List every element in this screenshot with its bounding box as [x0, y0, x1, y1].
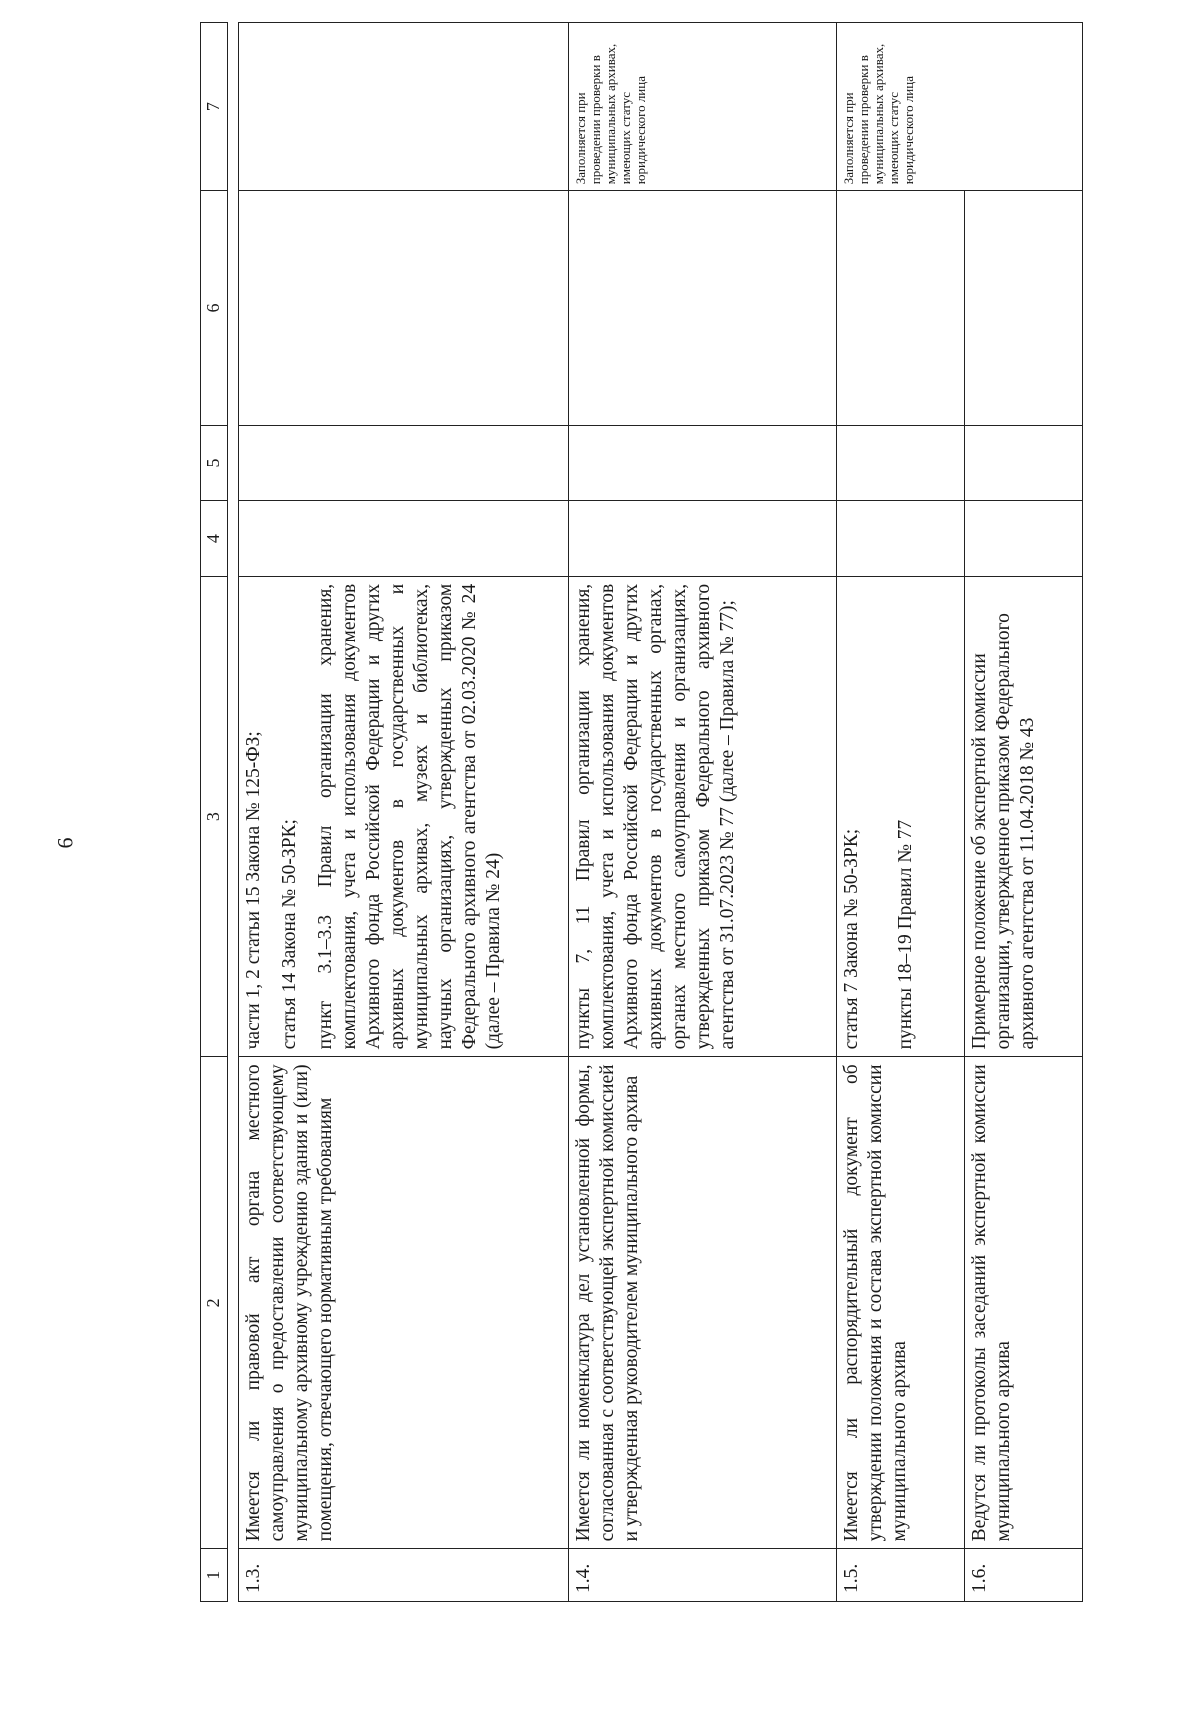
row-number: 1.5.	[837, 1549, 965, 1602]
question-text: Ведутся ли протоколы заседаний экспертной комиссии муниципального архива	[965, 1057, 1083, 1549]
header-cell-2: 2	[201, 1057, 228, 1549]
row-number: 1.4.	[569, 1549, 837, 1602]
row-number: 1.6.	[965, 1549, 1083, 1602]
question-text: Имеется ли правовой акт органа местного самоуправления о предоставлении соответствующему муниципальному архивному учреждению здания и (или) помещения, отвечающего нормативным требованиям	[239, 1057, 569, 1549]
answer-cell-yes[interactable]	[837, 501, 965, 577]
legal-references	[965, 576, 1083, 1057]
reference-item: статья 7 Закона № 50-ЗРК;	[841, 828, 862, 1050]
answer-cell-no[interactable]	[239, 425, 569, 501]
header-cell-4: 4	[201, 501, 228, 577]
answer-cell-no[interactable]	[965, 425, 1083, 501]
checklist-table	[200, 22, 1083, 1602]
reference-item: пункты 18–19 Правил № 77	[895, 819, 916, 1050]
spacer-row	[228, 23, 239, 1602]
table-row	[965, 23, 1083, 1602]
reference-item: статья 14 Закона № 50-ЗРК;	[279, 819, 300, 1050]
rotated-sheet	[100, 12, 1200, 1593]
reference-item: Примерное положение об экспертной комиссии организации, утвержденное приказом Федерального архивного агентства от 11.04.2018 № 43	[969, 613, 1038, 1050]
checklist-table-wrapper	[200, 22, 1200, 1602]
header-cell-7: 7	[201, 23, 228, 191]
answer-cell-na[interactable]	[569, 191, 837, 426]
question-text: Имеется ли номенклатура дел установленной формы, согласованная с соответствующей экспертной комиссией и утвержденная руководителем муниципального архива	[569, 1057, 837, 1549]
answer-cell-na[interactable]	[965, 191, 1083, 426]
table-row	[837, 23, 965, 1602]
answer-cell-no[interactable]	[569, 425, 837, 501]
note-cell: Заполняется при проведении проверки в муниципальных архивах, имеющих статус юридического лица	[837, 23, 1083, 191]
row-number: 1.3.	[239, 1549, 569, 1602]
table-header	[201, 23, 228, 1602]
header-cell-6: 6	[201, 191, 228, 426]
page-number: 6	[52, 837, 78, 849]
legal-references	[837, 576, 965, 1057]
legal-references	[569, 576, 837, 1057]
legal-references	[239, 576, 569, 1057]
answer-cell-na[interactable]	[837, 191, 965, 426]
note-cell	[239, 23, 569, 191]
answer-cell-no[interactable]	[837, 425, 965, 501]
question-text: Имеется ли распорядительный документ об утверждении положения и состава экспертной комиссии муниципального архива	[837, 1057, 965, 1549]
answer-cell-na[interactable]	[239, 191, 569, 426]
reference-item: пункт 3.1–3.3 Правил организации хранения, комплектования, учета и использования документов Архивного фонда Российской Федерации и других архивных документов в государственных и муниципальных архивах, музеях и библиотеках, научных организациях, утвержденных приказом Федерального архивного агентства от 02.03.2020 № 24 (далее – Правила № 24)	[315, 583, 504, 1050]
reference-item: части 1, 2 статьи 15 Закона № 125-ФЗ;	[243, 731, 264, 1050]
header-cell-1: 1	[201, 1549, 228, 1602]
table-row	[569, 23, 837, 1602]
answer-cell-yes[interactable]	[239, 501, 569, 577]
header-cell-5: 5	[201, 425, 228, 501]
answer-cell-yes[interactable]	[569, 501, 837, 577]
note-cell: Заполняется при проведении проверки в муниципальных архивах, имеющих статус юридического лица	[569, 23, 837, 191]
header-cell-3: 3	[201, 576, 228, 1057]
answer-cell-yes[interactable]	[965, 501, 1083, 577]
reference-item: пункты 7, 11 Правил организации хранения, комплектования, учета и использования документов Архивного фонда Российской Федерации и других архивных документов в государственных органах, органах местного самоуправления и организациях, утвержденных приказом Федерального архивного агентства от 31.07.2023 № 77 (далее – Правила № 77);	[573, 583, 738, 1050]
table-row	[239, 23, 569, 1602]
